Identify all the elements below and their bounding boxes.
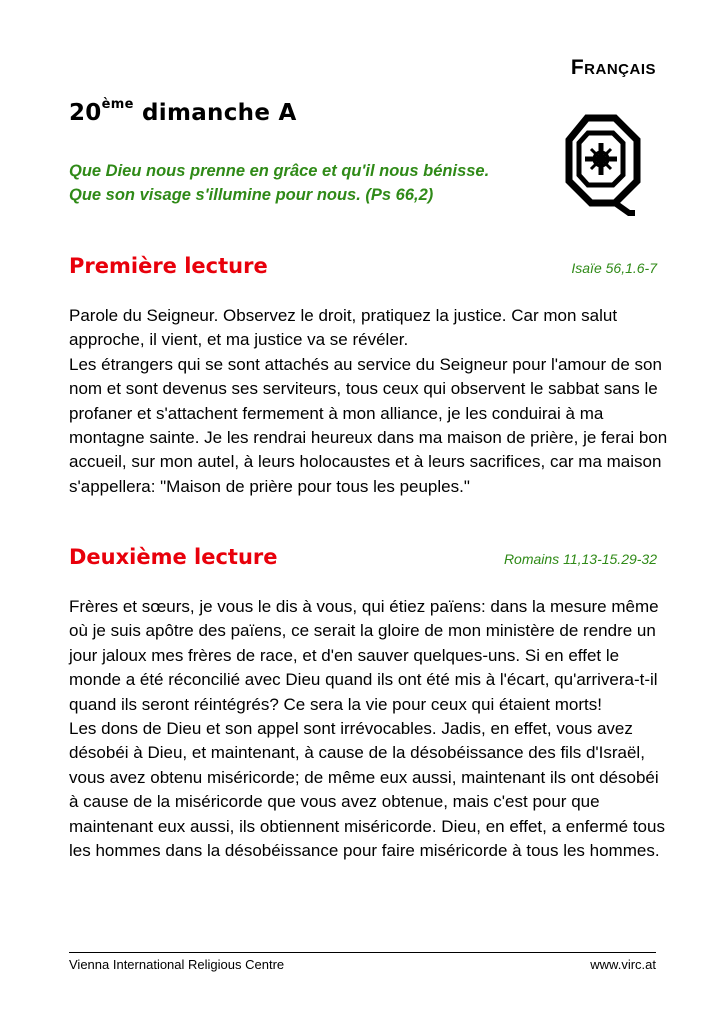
paragraph: Frères et sœurs, je vous le dis à vous, qui étiez païens: dans la mesure même où je suis apôtre des païens, ce serait la gloire de mon ministère de rendre un jour jaloux mes frères de race, et d'en sauver quelques-uns. Si en effet le monde a été réconcilié avec Dieu quand ils ont été mis à l'écart, qu'arrivera-t-il quand ils seront réintégrés? Ce sera la vie pour ceux qui étaient morts! xyxy=(69,597,659,714)
footer-divider xyxy=(69,952,656,953)
paragraph: Parole du Seigneur. Observez le droit, pratiquez la justice. Car mon salut approche, il vient, et ma justice va se révéler. xyxy=(69,306,618,350)
antiphon-line: Que Dieu nous prenne en grâce et qu'il nous bénisse. xyxy=(69,162,490,180)
paragraph: Les étrangers qui se sont attachés au service du Seigneur pour l'amour de son nom et sont devenus ses serviteurs, tous ceux qui observent le sabbat sans le profaner et s'attachent fermement à mon alliance, je les conduirai à ma montagne sainte. Je les rendrai heureux dans ma maison de prière, je ferai bon accueil, sur mon autel, à leurs holocaustes et à leurs sacrifices, car ma maison s'appellera: "Maison de prière pour tous les peuples." xyxy=(69,354,668,496)
first-reading-header xyxy=(69,254,657,278)
footer-organization: Vienna International Religious Centre xyxy=(69,957,285,972)
first-reading-reference: Isaïe 56,1.6-7 xyxy=(571,260,657,276)
title-superscript: ème xyxy=(101,97,134,112)
second-reading-title: Deuxième lecture xyxy=(69,545,278,569)
paragraph: Les dons de Dieu et son appel sont irrévocables. Jadis, en effet, vous avez désobéi à Dieu, et maintenant, à cause de la désobéissance des fils d'Israël, vous avez obtenu miséricorde; de même eux aussi, maintenant ils ont désobéi à cause de la miséricorde que vous avez obtenue, mais c'est pour que maintenant eux aussi, ils obtiennent miséricorde. Dieu, en effet, a enfermé tous les hommes dans la désobéissance pour faire miséricorde à tous les hommes. xyxy=(69,719,665,861)
second-reading-reference: Romains 11,13-15.29-32 xyxy=(503,551,657,567)
antiphon xyxy=(69,159,529,207)
first-reading-title: Première lecture xyxy=(69,254,268,278)
footer-website: www.virc.at xyxy=(590,957,656,972)
second-reading-text xyxy=(69,595,669,863)
first-reading-text xyxy=(69,304,669,499)
title-text: dimanche A xyxy=(133,100,297,126)
second-reading-header xyxy=(69,545,657,569)
title-number: 20 xyxy=(69,100,102,126)
language-label: Français xyxy=(570,56,656,79)
page-title xyxy=(69,97,297,126)
antiphon-line: Que son visage s'illumine pour nous. (Ps 66,2) xyxy=(69,186,434,204)
virc-logo-icon xyxy=(563,113,643,218)
